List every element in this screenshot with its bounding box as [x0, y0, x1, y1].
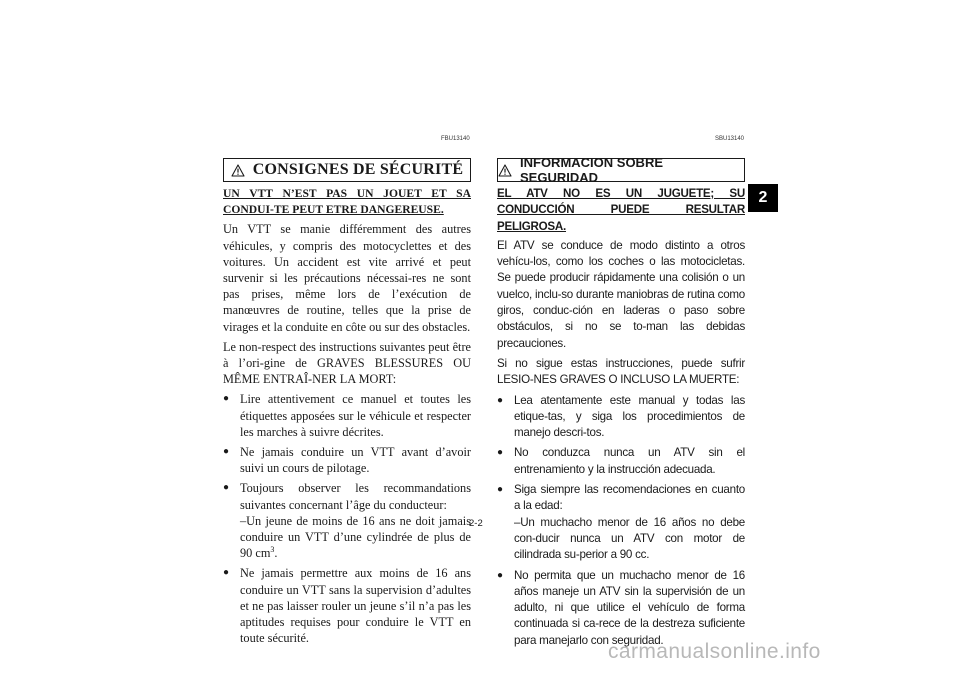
warning-triangle-icon	[498, 164, 512, 177]
paragraph-es-2: Si no sigue estas instrucciones, puede sufrir LESIO-NES GRAVES O INCLUSO LA MUERTE:	[497, 356, 745, 387]
paragraph-fr-2: Le non-respect des instructions suivantes peut être à l’ori-gine de GRAVES BLESSURES OU MÊME ENTRAÎ-NER LA MORT:	[223, 339, 471, 387]
period: .	[274, 546, 278, 561]
superscript: 3	[270, 545, 275, 555]
list-item: ● Lire attentivement ce manuel et toutes les étiquettes apposées sur le véhicule et respecter les marches à suivre décrites.	[223, 391, 471, 440]
section-title-es: INFORMACION SOBRE SEGURIDAD	[520, 155, 663, 185]
paragraph-es-1: El ATV se conduce de modo distinto a otros vehícu-los, como los coches o las motocicletas. Se puede producir rápidamente una colisión o un vuelco, inclu-so durante maniobras de rutina como giros, conduc-ción en laderas o paso sobre obstáculos, si no se to-man las debidas precauciones.	[497, 238, 745, 350]
bullet-list-es	[497, 393, 745, 649]
list-item: ● No permita que un muchacho menor de 16 años maneje un ATV sin la supervisión de un adulto, ni que utilice el vehículo de forma continuada si ca-rece de la destreza suficiente para manejarlo con seguridad.	[497, 568, 745, 649]
page-number: 2-2	[469, 518, 483, 529]
list-item: ● Ne jamais permettre aux moins de 16 ans conduire un VTT sans la supervision d’adultes et ne pas laisser rouler un jeune s’il n’a pas les aptitudes requises pour conduire le VTT en toute sécurité.	[223, 565, 471, 646]
chapter-tab: 2	[748, 184, 778, 212]
list-item-text: Toujours observer les recommandations suivantes concernant l’âge du conducteur:	[240, 481, 471, 512]
list-item-text: Siga siempre las recomendaciones en cuanto a la edad:	[514, 483, 745, 513]
list-item-subtext	[240, 513, 471, 562]
title-box-es	[497, 155, 745, 185]
age-rule-text: –Un jeune de moins de 16 ans ne doit jamais conduire un VTT d’une cylindrée de plus de 90 cm	[240, 513, 471, 561]
bullet-list-fr	[223, 391, 471, 646]
list-item	[223, 480, 471, 561]
paragraph-fr-1: Un VTT se manie différemment des autres véhicules, y compris des motocyclettes et des voitures. Un accident est vite arrivé et peut survenir si les précautions nécessai-res ne sont pas prises, même lors de l’exécution de manœuvres de routine, telles que la prise de virages et la conduite en côte ou sur des obstacles.	[223, 222, 471, 334]
column-spanish	[497, 186, 745, 653]
section-title-fr: CONSIGNES DE SÉCURITÉ	[252, 161, 464, 178]
list-item-subtext: –Un muchacho menor de 16 años no debe con-ducir nunca un ATV con motor de cilindrada su-perior a 90 cc.	[514, 515, 745, 562]
section-code-fr: FBU13140	[441, 136, 470, 142]
list-item: ● Lea atentamente este manual y todas las etique-tas, y siga los procedimientos de manejo descri-tos.	[497, 393, 745, 442]
column-french	[223, 186, 471, 650]
section-code-es: SBU13140	[715, 136, 745, 142]
warning-triangle-icon	[231, 164, 245, 177]
watermark: carmanualsonline.info	[608, 640, 821, 663]
list-item	[497, 482, 745, 563]
heading-fr: UN VTT N’EST PAS UN JOUET ET SA CONDUI-TE PEUT ETRE DANGEREUSE.	[223, 187, 471, 217]
list-item: ● No conduzca nunca un ATV sin el entrenamiento y la instrucción adecuada.	[497, 445, 745, 478]
heading-es: EL ATV NO ES UN JUGUETE; SU CONDUCCIÓN PUEDE RESULTAR PELIGROSA.	[497, 187, 745, 233]
list-item: ● Ne jamais conduire un VTT avant d’avoir suivi un cours de pilotage.	[223, 444, 471, 476]
title-box-fr	[223, 158, 471, 182]
